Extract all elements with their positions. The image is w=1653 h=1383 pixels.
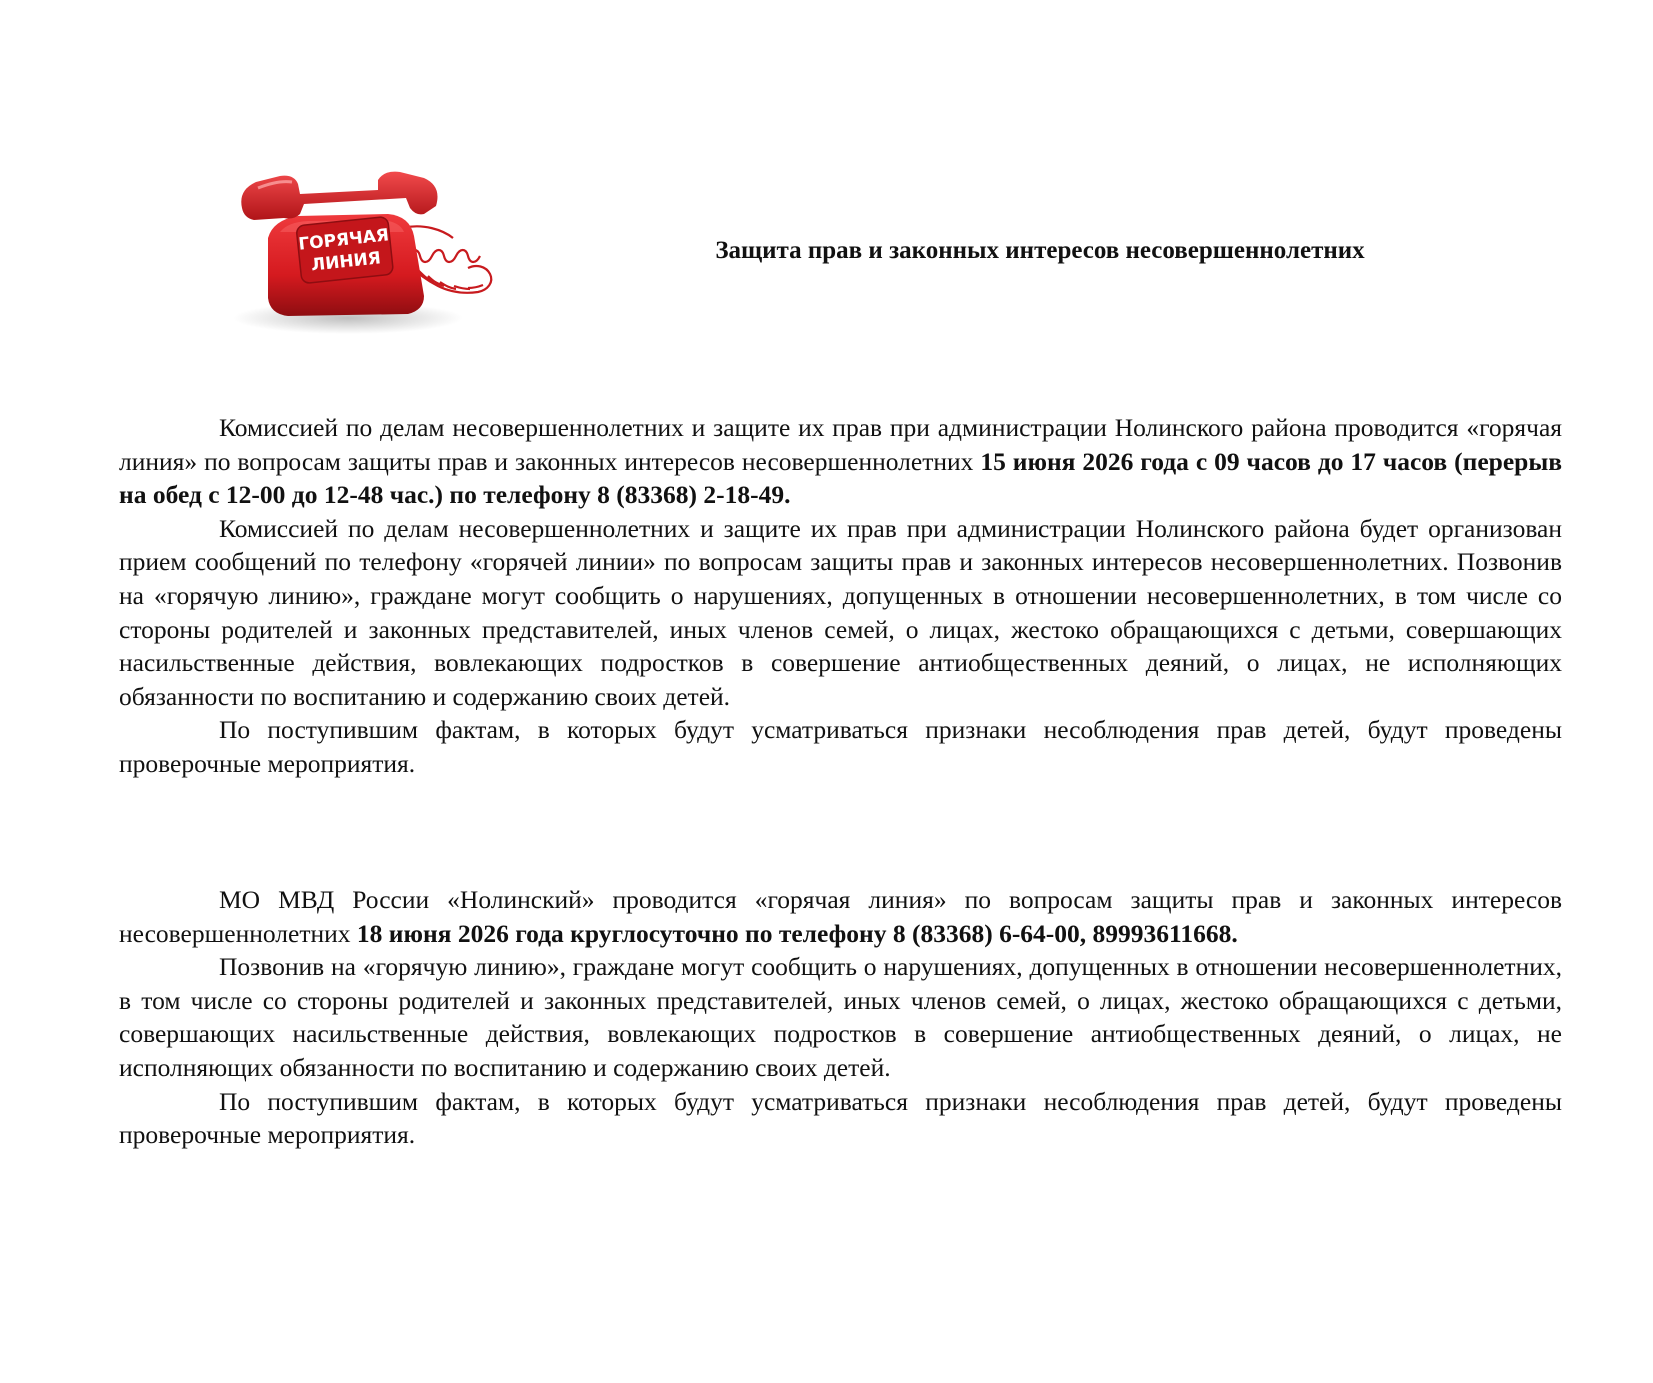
commission-details-paragraph: Комиссией по делам несовершеннолетних и защите их прав при администрации Нолинского района будет организован прием сообщений по телефону «горячей линии» по вопросам защиты прав и законных интересов несовершеннолетних. Позвонив на «горячую линию», граждане могут сообщить о нарушениях, допущенных в отношении несовершеннолетних, в том числе со стороны родителей и законных представителей, иных членов семей, о лицах, жестоко обращающихся с детьми, совершающих насильственные действия, вовлекающих подростков в совершение антиобщественных деяний, о лицах, не исполняющих обязанности по воспитанию и содержанию своих детей.	[119, 513, 1562, 711]
logo-text-line1: ГОРЯЧАЯ	[297, 225, 390, 255]
commission-inspection-paragraph: По поступившим фактам, в которых будут усматриваться признаки несоблюдения прав детей, будут проведены проверочные мероприятия.	[119, 715, 1562, 778]
police-details-paragraph: Позвонив на «горячую линию», граждане могут сообщить о нарушениях, допущенных в отношении несовершеннолетних, в том числе со стороны родителей и законных представителей, иных членов семей, о лицах, жестоко обращающихся с детьми, совершающих насильственные действия, вовлекающих подростков в совершение антиобщественных деяний, о лицах, не исполняющих обязанности по воспитанию и содержанию своих детей.	[119, 952, 1562, 1082]
document-title: Защита прав и законных интересов несовершеннолетних	[715, 237, 1365, 264]
section-police-hotline	[119, 883, 1562, 1152]
section-commission-hotline	[119, 411, 1562, 781]
police-announcement-paragraph	[119, 883, 1562, 950]
police-announcement-text: МО МВД России «Нолинский» проводится «горячая линия» по вопросам защиты прав и законных интересов несовершеннолетних	[119, 885, 1562, 948]
police-hotline-date-phone: 18 июня 2026 года круглосуточно по телефону 8 (83368) 6-64-00, 89993611668.	[356, 918, 1238, 948]
police-inspection-paragraph: По поступившим фактам, в которых будут усматриваться признаки несоблюдения прав детей, будут проведены проверочные мероприятия.	[119, 1086, 1562, 1150]
commission-hotline-date-phone: 15 июня 2026 года с 09 часов до 17 часов (перерыв на обед с 12-00 до 12-48 час.) по телефону 8 (83368) 2-18-49.	[119, 446, 1562, 510]
red-telephone-icon	[228, 168, 518, 338]
commission-announcement-text: Комиссией по делам несовершеннолетних и защите их прав при администрации Нолинского района проводится «горячая линия» по вопросам защиты прав и законных интересов несовершеннолетних	[119, 413, 1562, 476]
logo-text-line2: ЛИНИЯ	[310, 248, 382, 276]
commission-announcement-paragraph	[119, 411, 1562, 512]
hotline-phone-logo	[228, 168, 518, 338]
